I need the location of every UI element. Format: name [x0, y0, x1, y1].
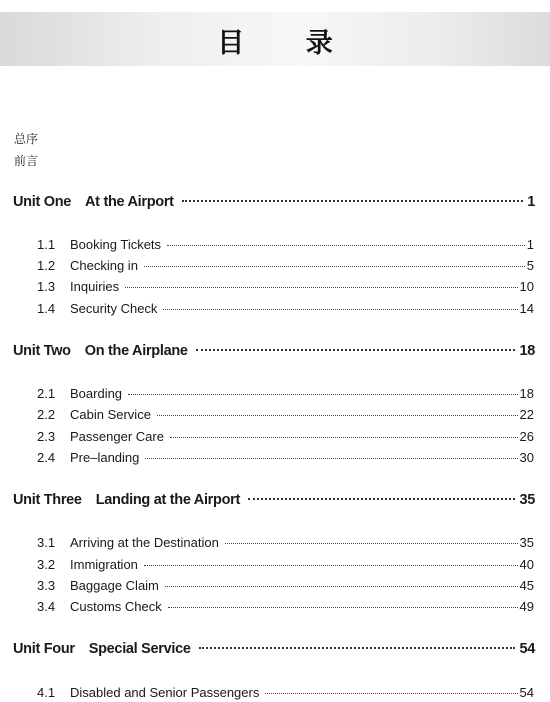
- toc-section-row[interactable]: [37, 237, 534, 252]
- toc-section-row[interactable]: [37, 557, 534, 572]
- section-title: Baggage Claim: [70, 578, 159, 593]
- section-number: 4.1: [37, 685, 56, 700]
- section-number: 1.3: [37, 279, 56, 294]
- dot-leader: [170, 437, 518, 438]
- front-matter-preface[interactable]: 总序: [14, 132, 39, 146]
- toc-section-row[interactable]: [37, 535, 534, 550]
- unit-label: Unit One: [13, 194, 72, 210]
- section-page-number: 14: [519, 301, 534, 316]
- toc-section-row[interactable]: [37, 599, 534, 614]
- dot-leader: [128, 394, 517, 395]
- section-title: Checking in: [70, 258, 138, 273]
- toc-section-row[interactable]: [37, 429, 534, 444]
- section-number: 1.4: [37, 301, 56, 316]
- toc-unit-row[interactable]: [13, 343, 535, 359]
- toc-section-row[interactable]: [37, 685, 534, 700]
- unit-title: On the Airplane: [84, 343, 188, 359]
- unit-page-number: 18: [519, 343, 535, 359]
- section-title: Passenger Care: [70, 429, 164, 444]
- section-title: Arriving at the Destination: [70, 535, 219, 550]
- toc-unit-row[interactable]: [13, 194, 535, 210]
- section-number: 3.2: [37, 557, 56, 572]
- section-title: Disabled and Senior Passengers: [70, 685, 260, 700]
- section-number: 2.3: [37, 429, 56, 444]
- section-page-number: 30: [519, 450, 534, 465]
- section-page-number: 35: [519, 535, 534, 550]
- section-page-number: 10: [519, 279, 534, 294]
- section-number: 2.4: [37, 450, 56, 465]
- front-matter-foreword[interactable]: 前言: [14, 154, 39, 168]
- dot-leader: [157, 415, 518, 416]
- section-page-number: 22: [519, 407, 534, 422]
- unit-title: Landing at the Airport: [95, 492, 241, 508]
- section-title: Boarding: [70, 386, 123, 401]
- section-title: Cabin Service: [70, 407, 151, 422]
- section-title: Inquiries: [70, 279, 120, 294]
- section-number: 3.3: [37, 578, 56, 593]
- section-page-number: 18: [519, 386, 534, 401]
- toc-section-row[interactable]: [37, 258, 534, 273]
- dot-leader: [196, 349, 516, 351]
- dot-leader: [144, 266, 525, 267]
- unit-title: At the Airport: [85, 194, 174, 210]
- toc-section-row[interactable]: [37, 301, 534, 316]
- section-page-number: 1: [526, 237, 534, 252]
- dot-leader: [168, 607, 518, 608]
- section-number: 1.1: [37, 237, 56, 252]
- dot-leader: [248, 498, 515, 500]
- unit-page-number: 1: [527, 194, 535, 210]
- section-page-number: 40: [519, 557, 534, 572]
- section-title: Security Check: [70, 301, 158, 316]
- dot-leader: [165, 586, 518, 587]
- section-title: Pre–landing: [70, 450, 140, 465]
- unit-label: Unit Four: [13, 641, 75, 657]
- toc-section-row[interactable]: [37, 279, 534, 294]
- toc-section-row[interactable]: [37, 450, 534, 465]
- toc-unit-row[interactable]: [13, 641, 535, 657]
- dot-leader: [163, 309, 517, 310]
- section-number: 1.2: [37, 258, 56, 273]
- unit-page-number: 35: [519, 492, 535, 508]
- section-page-number: 45: [519, 578, 534, 593]
- unit-label: Unit Two: [13, 343, 71, 359]
- dot-leader: [182, 200, 524, 202]
- section-number: 3.4: [37, 599, 56, 614]
- dot-leader: [145, 458, 517, 459]
- page-title: 目 录: [217, 28, 359, 59]
- section-title: Customs Check: [70, 599, 162, 614]
- toc-section-row[interactable]: [37, 578, 534, 593]
- toc-section-row[interactable]: [37, 407, 534, 422]
- toc-unit-row[interactable]: [13, 492, 535, 508]
- unit-label: Unit Three: [13, 492, 82, 508]
- dot-leader: [199, 647, 516, 649]
- section-page-number: 26: [519, 429, 534, 444]
- dot-leader: [125, 287, 517, 288]
- dot-leader: [265, 693, 517, 694]
- unit-page-number: 54: [519, 641, 535, 657]
- section-title: Booking Tickets: [70, 237, 162, 252]
- section-number: 3.1: [37, 535, 56, 550]
- section-title: Immigration: [70, 557, 138, 572]
- dot-leader: [144, 565, 518, 566]
- section-number: 2.1: [37, 386, 56, 401]
- section-number: 2.2: [37, 407, 56, 422]
- dot-leader: [167, 245, 525, 246]
- title-band: [0, 12, 550, 66]
- section-page-number: 54: [519, 685, 534, 700]
- section-page-number: 5: [526, 258, 534, 273]
- section-page-number: 49: [519, 599, 534, 614]
- dot-leader: [225, 543, 518, 544]
- toc-section-row[interactable]: [37, 386, 534, 401]
- unit-title: Special Service: [88, 641, 191, 657]
